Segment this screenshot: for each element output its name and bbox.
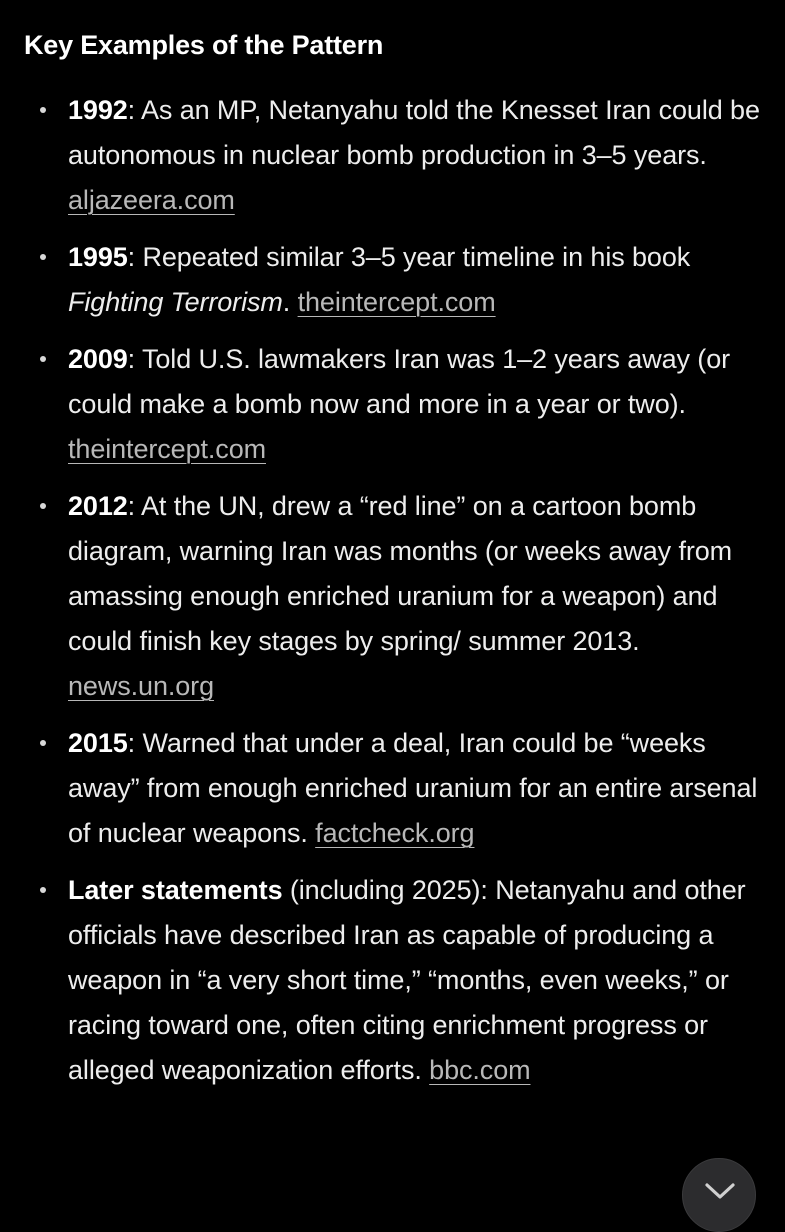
item-year: 2009 [68,344,128,374]
item-text: : At the UN, drew a “red line” on a cartoon bomb diagram, warning Iran was months (or weeks away from amassing enough enriched uranium for a weapon) and could finish key stages by spring/ summer 2013. [68,491,733,656]
list-item [24,868,761,1093]
item-year: 1992 [68,95,128,125]
item-year: 2015 [68,728,128,758]
source-link[interactable]: aljazeera.com [68,185,235,215]
bullet-dot-icon [40,356,46,362]
examples-list [24,88,761,1093]
list-item [24,88,761,223]
item-year: 2012 [68,491,128,521]
bullet-dot-icon [40,107,46,113]
bullet-dot-icon [40,254,46,260]
source-link[interactable]: bbc.com [429,1055,531,1085]
item-label: Later statements [68,875,283,905]
source-link[interactable]: theintercept.com [68,434,266,464]
item-year: 1995 [68,242,128,272]
list-item [24,337,761,472]
section-heading: Key Examples of the Pattern [24,30,384,60]
chevron-down-icon [704,1181,736,1201]
source-link[interactable]: factcheck.org [315,818,475,848]
bullet-dot-icon [40,887,46,893]
list-item [24,484,761,709]
book-title: Fighting Terrorism [68,287,283,317]
source-link[interactable]: theintercept.com [297,287,496,317]
list-item [24,721,761,856]
item-text: : As an MP, Netanyahu told the Knesset Iran could be autonomous in nuclear bomb production in 3–5 years. [68,95,760,170]
bullet-dot-icon [40,503,46,509]
item-text: : Repeated similar 3–5 year timeline in his book [127,242,691,272]
scroll-to-bottom-button[interactable] [682,1158,756,1232]
source-link[interactable]: news.un.org [68,671,214,701]
bullet-dot-icon [40,740,46,746]
item-text: : Warned that under a deal, Iran could be “weeks away” from enough enriched uranium for an entire arsenal of nuclear weapons. [68,728,758,848]
item-text: (including 2025): Netanyahu and other officials have described Iran as capable of producing a weapon in “a very short time,” “months, even weeks,” or racing toward one, often citing enrichment progress or alleged weaponization efforts. [68,875,746,1085]
item-text-end: . [282,287,291,317]
list-item [24,235,761,325]
item-text: : Told U.S. lawmakers Iran was 1–2 years away (or could make a bomb now and more in a year or two). [68,344,731,419]
